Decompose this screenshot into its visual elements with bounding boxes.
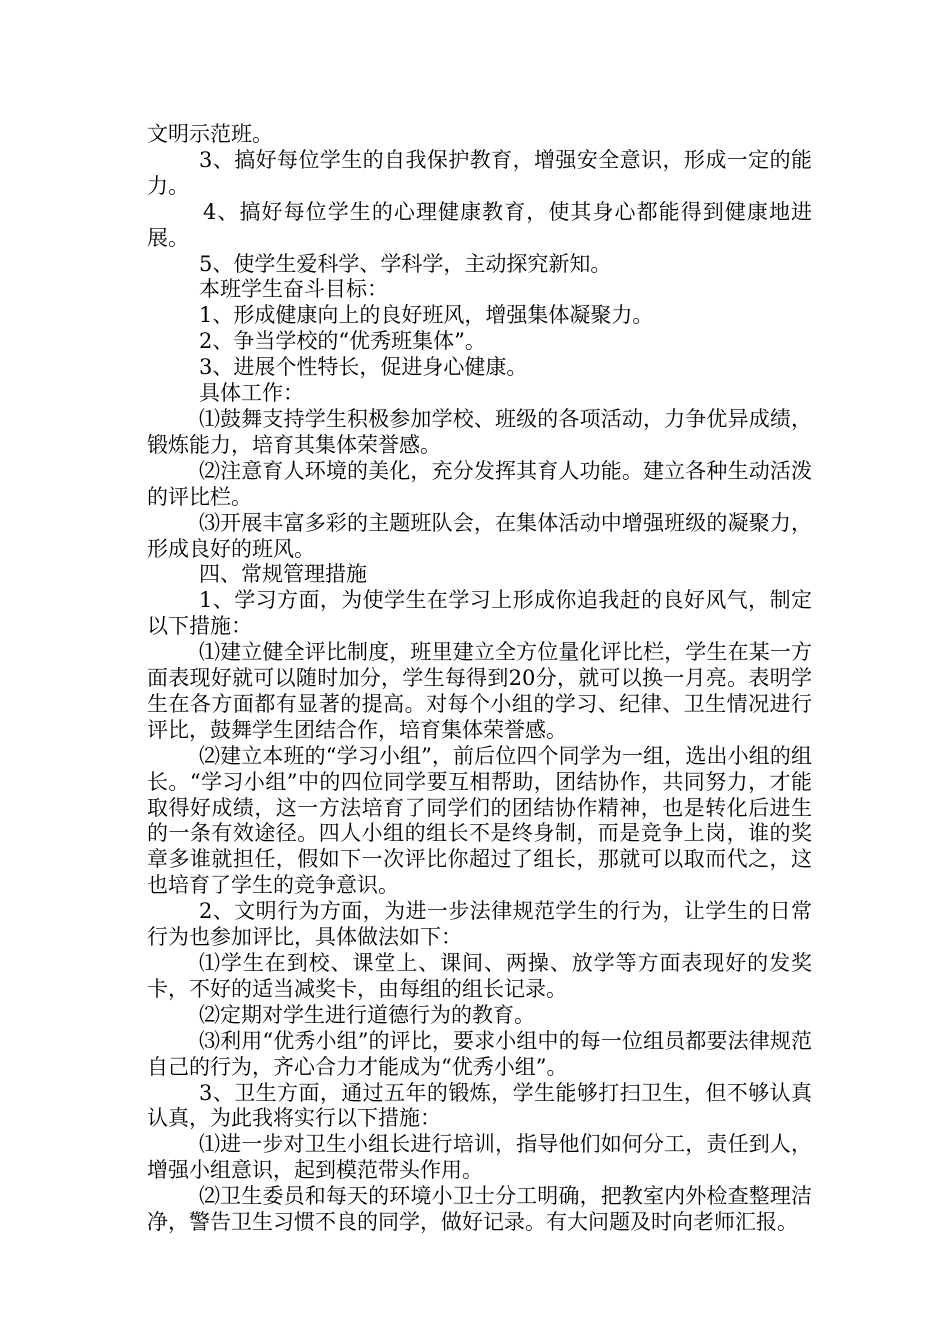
- paragraph: 3、搞好每位学生的自我保护教育，增强安全意识，形成一定的能力。: [147, 147, 812, 198]
- section-heading: 具体工作：: [199, 381, 304, 406]
- paragraph: ⑴鼓舞支持学生积极参加学校、班级的各项活动，力争优异成绩，锻炼能力，培育其集体荣誉感。: [147, 406, 812, 457]
- section-heading: 四、常规管理措施: [199, 562, 367, 587]
- paragraph: 1、学习方面，为使学生在学习上形成你追我赶的良好风气，制定以下措施：: [147, 588, 812, 639]
- paragraph: ⑵建立本班的“学习小组”，前后位四个同学为一组，选出小组的组长。“学习小组”中的四位同学要互相帮助，团结协作，共同努力，才能取得好成绩，这一方法培育了同学们的团结协作精神，也是转化后进生的一条有效途径。四人小组的组长不是终身制，而是竞争上岗，谁的奖章多谁就担任，假如下一次评比你超过了组长，那就可以取而代之，这也培育了学生的竞争意识。: [147, 743, 812, 898]
- paragraph: 文明示范班。: [147, 122, 273, 146]
- paragraph: 3、卫生方面，通过五年的锻炼，学生能够打扫卫生，但不够认真认真，为此我将实行以下措施：: [147, 1080, 812, 1131]
- paragraph: ⑵卫生委员和每天的环境小卫士分工明确，把教室内外检查整理洁净，警告卫生习惯不良的同学，做好记录。有大问题及时向老师汇报。: [147, 1184, 812, 1235]
- paragraph: ⑴学生在到校、课堂上、课间、两操、放学等方面表现好的发奖卡，不好的适当减奖卡，由每组的组长记录。: [147, 951, 812, 1001]
- paragraph: ⑵定期对学生进行道德行为的教育。: [199, 1002, 535, 1027]
- paragraph: 2、争当学校的“优秀班集体”。: [199, 329, 486, 354]
- paragraph: 2、文明行为方面，为进一步法律规范学生的行为，让学生的日常行为也参加评比，具体做法如下：: [147, 899, 812, 950]
- paragraph: 3、进展个性特长，促进身心健康。: [199, 355, 528, 380]
- paragraph: 4、搞好每位学生的心理健康教育，使其身心都能得到健康地进展。: [147, 199, 812, 250]
- paragraph: 5、使学生爱科学、学科学，主动探究新知。: [199, 251, 612, 276]
- paragraph: 1、形成健康向上的良好班风，增强集体凝聚力。: [199, 303, 654, 328]
- section-heading: 本班学生奋斗目标：: [199, 277, 388, 302]
- paragraph: ⑵注意育人环境的美化，充分发挥其育人功能。建立各种生动活泼的评比栏。: [147, 458, 812, 509]
- document-body: [147, 122, 812, 1236]
- paragraph: ⑶开展丰富多彩的主题班队会，在集体活动中增强班级的凝聚力，形成良好的班风。: [147, 510, 812, 561]
- paragraph: ⑴建立健全评比制度，班里建立全方位量化评比栏，学生在某一方面表现好就可以随时加分，学生每得到20分，就可以换一月亮。表明学生在各方面都有显著的提高。对每个小组的学习、纪律、卫生情况进行评比，鼓舞学生团结合作，培育集体荣誉感。: [147, 640, 812, 742]
- paragraph: ⑴进一步对卫生小组长进行培训，指导他们如何分工，责任到人，增强小组意识，起到模范带头作用。: [147, 1132, 812, 1183]
- paragraph: ⑶利用“优秀小组”的评比，要求小组中的每一位组员都要法律规范自己的行为，齐心合力才能成为“优秀小组”。: [147, 1028, 812, 1079]
